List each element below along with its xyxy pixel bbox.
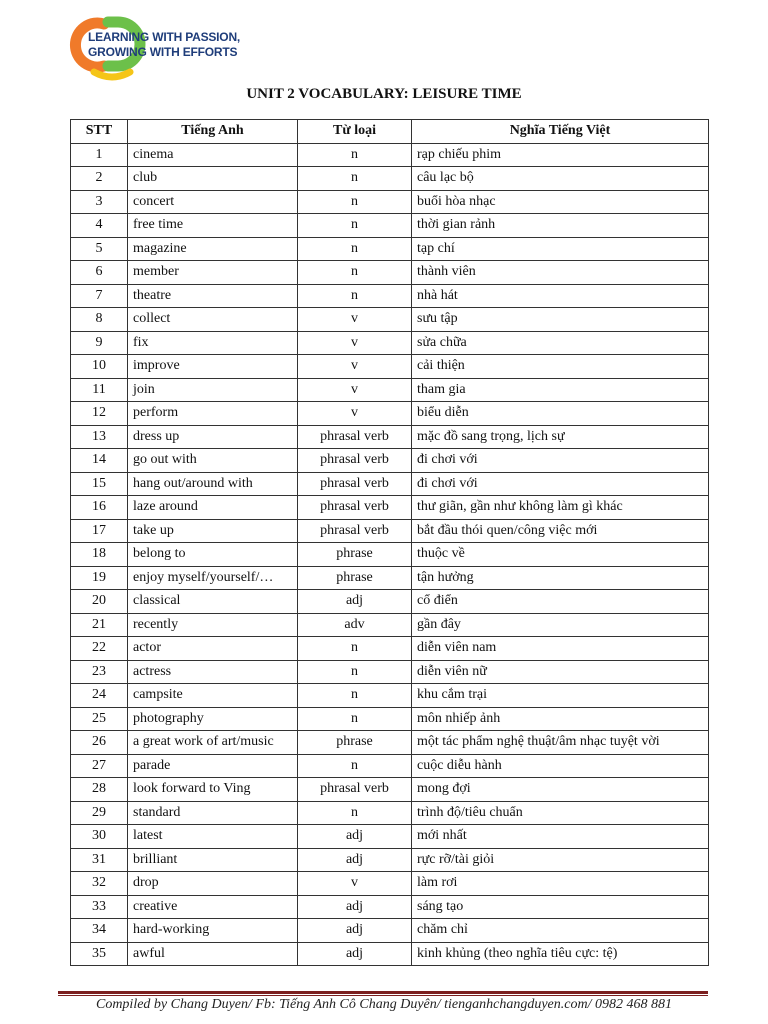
english-word: member — [128, 261, 298, 285]
word-type: adj — [298, 825, 412, 849]
vietnamese-meaning: đi chơi với — [412, 472, 709, 496]
english-word: awful — [128, 942, 298, 966]
table-row — [71, 613, 709, 637]
english-word: go out with — [128, 449, 298, 473]
table-row — [71, 543, 709, 567]
footer-divider — [58, 991, 708, 994]
vietnamese-meaning: buổi hòa nhạc — [412, 190, 709, 214]
table-row — [71, 284, 709, 308]
word-type: adj — [298, 919, 412, 943]
english-word: recently — [128, 613, 298, 637]
row-number: 13 — [71, 425, 128, 449]
word-type: n — [298, 237, 412, 261]
word-type: adj — [298, 942, 412, 966]
english-word: actress — [128, 660, 298, 684]
row-number: 20 — [71, 590, 128, 614]
vietnamese-meaning: khu cắm trại — [412, 684, 709, 708]
english-word: collect — [128, 308, 298, 332]
table-row — [71, 472, 709, 496]
row-number: 24 — [71, 684, 128, 708]
word-type: adj — [298, 848, 412, 872]
english-word: cinema — [128, 143, 298, 167]
english-word: campsite — [128, 684, 298, 708]
row-number: 12 — [71, 402, 128, 426]
english-word: improve — [128, 355, 298, 379]
vietnamese-meaning: sửa chữa — [412, 331, 709, 355]
table-row — [71, 143, 709, 167]
english-word: free time — [128, 214, 298, 238]
footer-credit: Compiled by Chang Duyen/ Fb: Tiếng Anh Cô Chang Duyên/ tienganhchangduyen.com/ 0982 468 881 — [95, 997, 672, 1012]
table-row — [71, 848, 709, 872]
vietnamese-meaning: đi chơi với — [412, 449, 709, 473]
word-type: phrasal verb — [298, 472, 412, 496]
vocabulary-table — [70, 119, 709, 966]
table-row — [71, 872, 709, 896]
row-number: 15 — [71, 472, 128, 496]
word-type: adj — [298, 895, 412, 919]
row-number: 33 — [71, 895, 128, 919]
table-row — [71, 731, 709, 755]
vietnamese-meaning: tham gia — [412, 378, 709, 402]
tagline-line-1: LEARNING WITH PASSION, — [88, 30, 241, 44]
vietnamese-meaning: thư giãn, gần như không làm gì khác — [412, 496, 709, 520]
row-number: 2 — [71, 167, 128, 191]
table-row — [71, 942, 709, 966]
vietnamese-meaning: chăm chỉ — [412, 919, 709, 943]
word-type: phrasal verb — [298, 519, 412, 543]
row-number: 9 — [71, 331, 128, 355]
vietnamese-meaning: cuộc diễu hành — [412, 754, 709, 778]
word-type: n — [298, 707, 412, 731]
english-word: join — [128, 378, 298, 402]
vietnamese-meaning: bắt đầu thói quen/công việc mới — [412, 519, 709, 543]
row-number: 8 — [71, 308, 128, 332]
row-number: 6 — [71, 261, 128, 285]
row-number: 4 — [71, 214, 128, 238]
table-row — [71, 449, 709, 473]
english-word: drop — [128, 872, 298, 896]
vietnamese-meaning: sưu tập — [412, 308, 709, 332]
row-number: 1 — [71, 143, 128, 167]
word-type: v — [298, 872, 412, 896]
row-number: 7 — [71, 284, 128, 308]
row-number: 19 — [71, 566, 128, 590]
footer-divider-thin — [58, 995, 708, 996]
word-type: n — [298, 143, 412, 167]
vietnamese-meaning: diễn viên nam — [412, 637, 709, 661]
english-word: theatre — [128, 284, 298, 308]
vietnamese-meaning: trình độ/tiêu chuẩn — [412, 801, 709, 825]
word-type: n — [298, 284, 412, 308]
word-type: n — [298, 637, 412, 661]
english-word: photography — [128, 707, 298, 731]
row-number: 32 — [71, 872, 128, 896]
word-type: phrase — [298, 566, 412, 590]
row-number: 28 — [71, 778, 128, 802]
row-number: 29 — [71, 801, 128, 825]
table-row — [71, 402, 709, 426]
table-row — [71, 331, 709, 355]
english-word: parade — [128, 754, 298, 778]
vietnamese-meaning: cổ điển — [412, 590, 709, 614]
table-row — [71, 425, 709, 449]
word-type: n — [298, 660, 412, 684]
table-row — [71, 355, 709, 379]
table-row — [71, 167, 709, 191]
table-row — [71, 637, 709, 661]
vietnamese-meaning: tận hưởng — [412, 566, 709, 590]
table-row — [71, 496, 709, 520]
vietnamese-meaning: gần đây — [412, 613, 709, 637]
vietnamese-meaning: sáng tạo — [412, 895, 709, 919]
word-type: v — [298, 331, 412, 355]
english-word: classical — [128, 590, 298, 614]
table-row — [71, 308, 709, 332]
english-word: hard-working — [128, 919, 298, 943]
english-word: hang out/around with — [128, 472, 298, 496]
table-row — [71, 519, 709, 543]
table-row — [71, 754, 709, 778]
word-type: n — [298, 214, 412, 238]
english-word: take up — [128, 519, 298, 543]
vietnamese-meaning: diễn viên nữ — [412, 660, 709, 684]
word-type: n — [298, 190, 412, 214]
row-number: 21 — [71, 613, 128, 637]
row-number: 5 — [71, 237, 128, 261]
word-type: n — [298, 684, 412, 708]
column-header-stt: STT — [71, 120, 128, 144]
row-number: 34 — [71, 919, 128, 943]
english-word: dress up — [128, 425, 298, 449]
vietnamese-meaning: cải thiện — [412, 355, 709, 379]
row-number: 25 — [71, 707, 128, 731]
vietnamese-meaning: nhà hát — [412, 284, 709, 308]
table-body — [71, 143, 709, 966]
row-number: 35 — [71, 942, 128, 966]
english-word: creative — [128, 895, 298, 919]
table-row — [71, 214, 709, 238]
english-word: perform — [128, 402, 298, 426]
english-word: club — [128, 167, 298, 191]
table-row — [71, 707, 709, 731]
word-type: v — [298, 378, 412, 402]
vietnamese-meaning: kinh khủng (theo nghĩa tiêu cực: tệ) — [412, 942, 709, 966]
vietnamese-meaning: thời gian rảnh — [412, 214, 709, 238]
english-word: latest — [128, 825, 298, 849]
word-type: v — [298, 402, 412, 426]
table-row — [71, 895, 709, 919]
english-word: concert — [128, 190, 298, 214]
english-word: laze around — [128, 496, 298, 520]
word-type: phrasal verb — [298, 496, 412, 520]
word-type: n — [298, 261, 412, 285]
table-row — [71, 237, 709, 261]
word-type: v — [298, 355, 412, 379]
vietnamese-meaning: thuộc về — [412, 543, 709, 567]
table-row — [71, 261, 709, 285]
word-type: phrase — [298, 731, 412, 755]
table-header-row — [71, 120, 709, 144]
word-type: v — [298, 308, 412, 332]
table-row — [71, 190, 709, 214]
row-number: 26 — [71, 731, 128, 755]
row-number: 18 — [71, 543, 128, 567]
english-word: actor — [128, 637, 298, 661]
vietnamese-meaning: rạp chiếu phim — [412, 143, 709, 167]
table-row — [71, 566, 709, 590]
column-header-vietnamese: Nghĩa Tiếng Việt — [412, 120, 709, 144]
table-row — [71, 590, 709, 614]
vietnamese-meaning: tạp chí — [412, 237, 709, 261]
row-number: 17 — [71, 519, 128, 543]
vietnamese-meaning: mới nhất — [412, 825, 709, 849]
row-number: 16 — [71, 496, 128, 520]
table-row — [71, 825, 709, 849]
word-type: phrasal verb — [298, 425, 412, 449]
row-number: 14 — [71, 449, 128, 473]
english-word: magazine — [128, 237, 298, 261]
english-word: fix — [128, 331, 298, 355]
row-number: 10 — [71, 355, 128, 379]
column-header-word-type: Từ loại — [298, 120, 412, 144]
tagline-line-2: GROWING WITH EFFORTS — [88, 45, 238, 59]
row-number: 31 — [71, 848, 128, 872]
vietnamese-meaning: câu lạc bộ — [412, 167, 709, 191]
row-number: 3 — [71, 190, 128, 214]
table-row — [71, 684, 709, 708]
word-type: n — [298, 801, 412, 825]
row-number: 22 — [71, 637, 128, 661]
vietnamese-meaning: một tác phẩm nghệ thuật/âm nhạc tuyệt vời — [412, 731, 709, 755]
vietnamese-meaning: thành viên — [412, 261, 709, 285]
word-type: n — [298, 754, 412, 778]
row-number: 23 — [71, 660, 128, 684]
english-word: standard — [128, 801, 298, 825]
row-number: 30 — [71, 825, 128, 849]
vietnamese-meaning: môn nhiếp ảnh — [412, 707, 709, 731]
vietnamese-meaning: biểu diễn — [412, 402, 709, 426]
word-type: phrase — [298, 543, 412, 567]
english-word: belong to — [128, 543, 298, 567]
word-type: phrasal verb — [298, 449, 412, 473]
table-row — [71, 778, 709, 802]
word-type: n — [298, 167, 412, 191]
table-row — [71, 660, 709, 684]
word-type: phrasal verb — [298, 778, 412, 802]
english-word: enjoy myself/yourself/… — [128, 566, 298, 590]
vietnamese-meaning: rực rỡ/tài giỏi — [412, 848, 709, 872]
english-word: brilliant — [128, 848, 298, 872]
brand-tagline — [88, 30, 240, 60]
row-number: 11 — [71, 378, 128, 402]
vietnamese-meaning: mặc đồ sang trọng, lịch sự — [412, 425, 709, 449]
table-row — [71, 801, 709, 825]
word-type: adv — [298, 613, 412, 637]
vietnamese-meaning: mong đợi — [412, 778, 709, 802]
english-word: a great work of art/music — [128, 731, 298, 755]
english-word: look forward to Ving — [128, 778, 298, 802]
table-row — [71, 378, 709, 402]
table-row — [71, 919, 709, 943]
column-header-english: Tiếng Anh — [128, 120, 298, 144]
page-title: UNIT 2 VOCABULARY: LEISURE TIME — [246, 86, 522, 102]
word-type: adj — [298, 590, 412, 614]
vietnamese-meaning: làm rơi — [412, 872, 709, 896]
row-number: 27 — [71, 754, 128, 778]
